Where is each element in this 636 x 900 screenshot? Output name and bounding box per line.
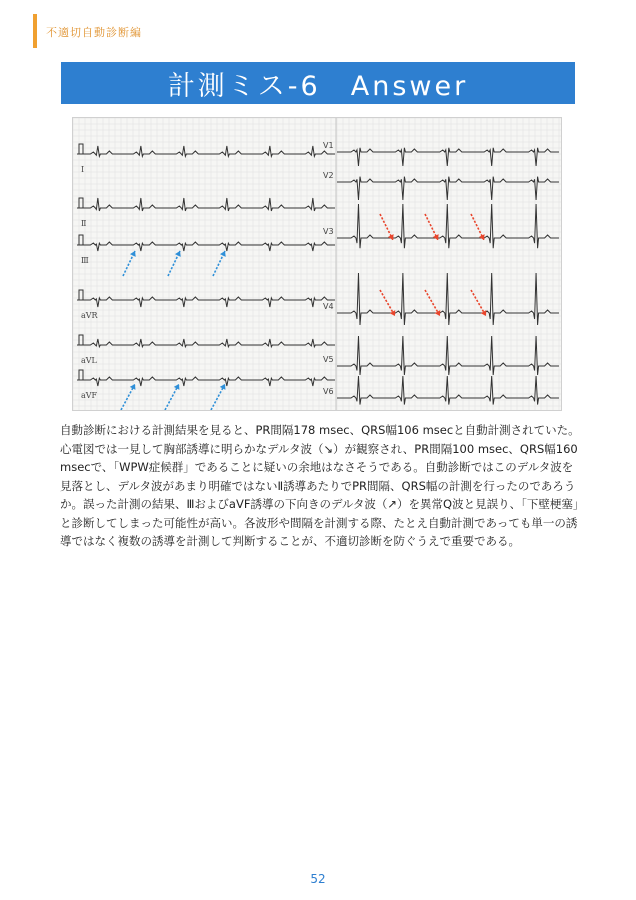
page-number: 52	[310, 872, 326, 886]
chest-trace	[337, 336, 559, 375]
ecg-image	[73, 118, 561, 410]
chest-lead-label: V4	[323, 302, 334, 311]
calibration-mark	[79, 144, 83, 154]
limb-trace	[77, 198, 335, 211]
limb-lead-label: aVL	[81, 356, 97, 365]
ecg-grid	[73, 118, 561, 410]
limb-trace	[77, 242, 335, 251]
chest-lead-label: V6	[323, 387, 334, 396]
calibration-mark	[79, 370, 83, 380]
chest-trace	[337, 148, 559, 166]
chest-trace	[337, 177, 559, 200]
ecg-figure	[72, 117, 562, 411]
limb-trace	[77, 146, 335, 156]
title-banner	[61, 62, 575, 104]
chest-lead-label: V5	[323, 355, 334, 364]
chest-trace	[337, 376, 559, 405]
limb-trace	[77, 377, 335, 386]
section-accent-bar	[33, 14, 37, 48]
calibration-mark	[79, 198, 83, 208]
explanation-paragraph: 自動診断における計測結果を見ると、PR間隔178 msec、QRS幅106 msecと自動計測されていた。心電図では一見して胸部誘導に明らかなデルタ波（↘）が観察され、PR間隔100 msec、QRS幅160 msecで、「WPW症候群」であることに疑いの余地はなさそうである。自動診断ではこのデルタ波を見落とし、デルタ波があまり明確ではないⅡ誘導あたりでPR間隔、QRS幅の計測を行ったのであろうか。誤った計測の結果、ⅢおよびaVF誘導の下向きのデルタ波（↗）を異常Q波と見誤り、「下壁梗塞」と診断してしまった可能性が高い。各波形や間隔を計測する際、たとえ自動計測であっても単一の誘導ではなく複数の誘導を計測して判断することが、不適切診断を防ぐうえで重要である。	[60, 423, 580, 548]
limb-lead-label: aVR	[81, 311, 98, 320]
limb-lead-label: Ⅲ	[81, 256, 89, 265]
chest-lead-label: V1	[323, 141, 334, 150]
limb-lead-label: aVF	[81, 391, 98, 400]
page-title: 計測ミス-6 Answer	[167, 70, 469, 102]
body-text	[60, 421, 580, 551]
chest-lead-label: V2	[323, 171, 334, 180]
calibration-mark	[79, 235, 83, 245]
section-label: 不適切自動診断編	[46, 26, 142, 39]
limb-lead-label: Ⅱ	[81, 219, 87, 228]
chest-trace	[337, 273, 559, 325]
limb-lead-label: Ⅰ	[81, 165, 85, 174]
chest-lead-label: V3	[323, 227, 334, 236]
calibration-mark	[79, 290, 83, 300]
limb-trace	[77, 297, 335, 307]
